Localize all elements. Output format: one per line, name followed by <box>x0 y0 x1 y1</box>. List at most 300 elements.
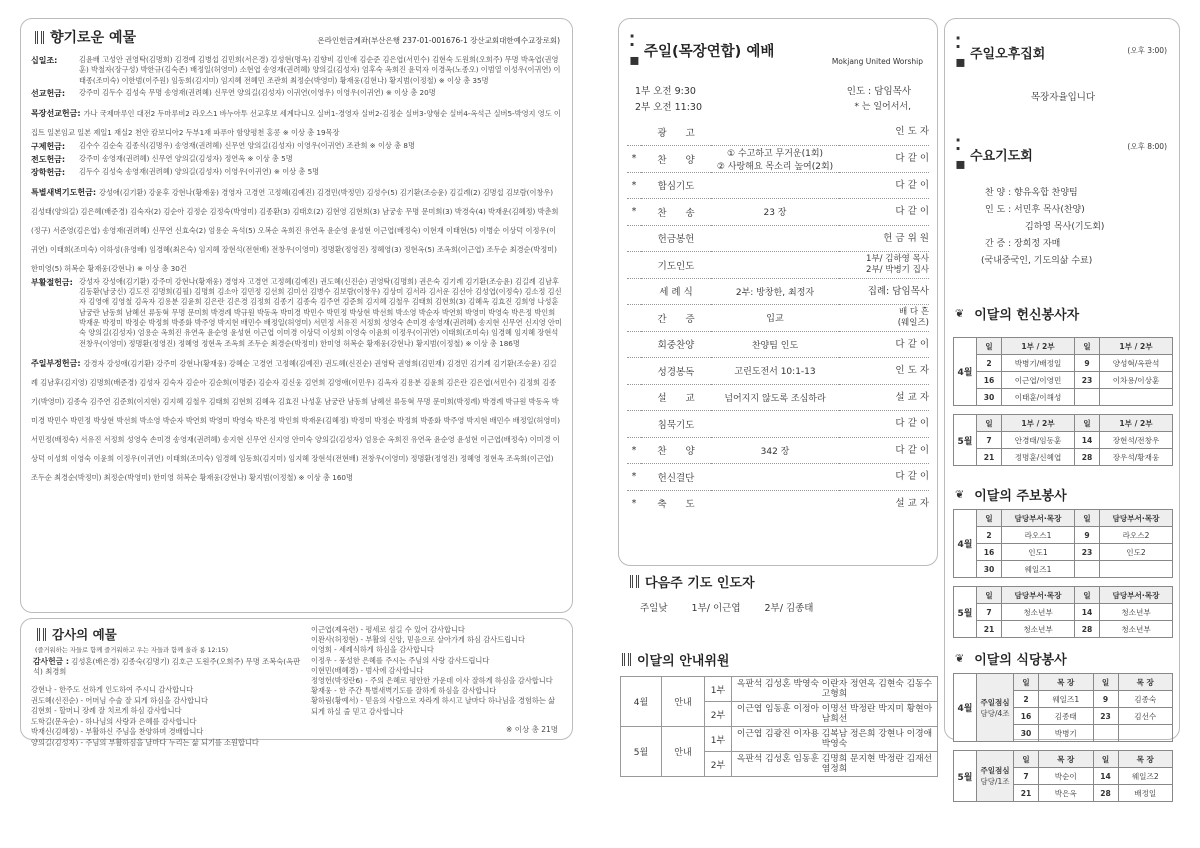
next-prayer-label: 주일낮 <box>640 603 668 614</box>
month-cell: 4월 <box>954 674 977 742</box>
service-header-cell: 일 <box>1075 587 1100 604</box>
service-assignee: 장현석/전창우 <box>1100 432 1173 449</box>
service-assignee: 장우석/황재웅 <box>1100 449 1173 466</box>
spacer-row <box>954 406 1173 415</box>
thanks-verse: (즐거워하는 자들로 함께 즐거워하고 우는 자들과 함께 울라 롬 12:15) <box>35 647 229 654</box>
service-date: 7 <box>977 604 1002 621</box>
offering-label: 주일부정헌금: <box>31 358 81 368</box>
kitchen-label-1: 주일점심 <box>980 766 1010 775</box>
thanks-item: 김현희 - 할머니 장례 잘 치르게 하심 감사합니다 <box>31 706 182 715</box>
service-row <box>954 372 1173 389</box>
order-item: 축 도 <box>657 499 695 511</box>
wednesday-leader-2: 김하영 목사(기도회) <box>1025 222 1105 232</box>
service-header-row <box>954 415 1173 432</box>
wednesday-testimony-note: (국내중국인, 기도의삶 수료) <box>981 256 1093 266</box>
service-row <box>954 621 1173 638</box>
standing-mark: * <box>631 206 637 218</box>
service-header-cell: 담당부서·목장 <box>1100 587 1173 604</box>
order-item: 침묵기도 <box>657 419 695 431</box>
service-header-cell: 일 <box>1014 674 1039 691</box>
next-prayer-section <box>618 572 938 632</box>
service-assignee: 김종태 <box>1039 708 1094 725</box>
order-person: 인 도 자 <box>895 365 929 377</box>
order-item: 설 교 <box>657 393 695 405</box>
order-person: 다 같 이 <box>895 179 929 191</box>
order-person: 다 같 이 <box>895 444 929 456</box>
guide-names: 이근엽 임동훈 이정아 이명선 박정란 박지미 황현아 남희선 <box>732 702 938 727</box>
order-person: 인 도 자 <box>895 126 929 138</box>
worship-panel <box>618 18 938 566</box>
offering-row <box>31 154 562 165</box>
order-person: 다 같 이 <box>895 418 929 430</box>
standing-mark <box>627 358 641 385</box>
service-row <box>954 449 1173 466</box>
thanks-title: 감사의 예물 <box>52 627 117 642</box>
section-marker-icon <box>37 628 46 641</box>
thanks-names: 김성혼(배은경) 김종숙(김명기) 김호근 도원주(오희주) 무명 조복숙(옥판석) 최경희 <box>33 657 301 676</box>
standing-mark: * <box>631 153 637 164</box>
service-date: 30 <box>1014 725 1039 742</box>
offering-label: 십일조: <box>31 56 58 65</box>
order-detail <box>711 411 839 438</box>
order-person: 헌 금 위 원 <box>883 232 929 244</box>
worship-order-row <box>627 199 929 226</box>
service-header-cell: 목 장 <box>1039 751 1094 768</box>
service-assignee: 청소년부 <box>1100 621 1173 638</box>
service-assignee: 라오스2 <box>1100 527 1173 544</box>
worship-order-row <box>627 172 929 199</box>
colon-marker-icon: ⁚▪ <box>629 31 638 69</box>
order-person: 배 다 흔 (웨일즈) <box>897 306 929 328</box>
standing-mark <box>627 252 641 279</box>
service-header-cell: 일 <box>1093 751 1118 768</box>
service-date <box>1075 389 1100 406</box>
next-prayer-title: 다음주 기도 인도자 <box>645 576 755 591</box>
kitchen-title: 이달의 식당봉사 <box>974 653 1067 668</box>
afternoon-text: 목장자율입니다 <box>1030 92 1096 103</box>
wednesday-testimony: 간 증 : 장희정 자매 <box>985 239 1061 249</box>
worship-order-row <box>627 490 929 516</box>
offering-label: 전도헌금: <box>31 154 66 164</box>
order-item: 기도인도 <box>657 260 695 272</box>
service-date: 2 <box>977 527 1002 544</box>
service-date: 14 <box>1075 432 1100 449</box>
service-header-cell: 일 <box>1075 338 1100 355</box>
offering-names: 김윤배 고성안 권영탁(김명희) 김경예 김병섭 김민희(서은경) 김성현(명옥) 김향비 김인애 김순준 김은엽(서민수) 김현숙 도원희(오희주) 무명 박옥엽(권영훈) 박철자(장구성) 박한규(김숙존) 배정일(허영미) 소현엽 송영재(권려혜) 양의길(김성자) 엄후숙 옥희진 윤덕자 이경옥(노종오) 이범열 이성우(이귀연) 이태종(조미숙) 이한범(이주원) 임동희(김지미) 임지혜 전혜민 조관희 최정순(박영미) 황재웅(김현나) 황지범(이정철) ※ 이상 총 35명 <box>79 55 561 85</box>
offering-label: 구제헌금: <box>31 141 66 151</box>
service-date: 23 <box>1075 372 1100 389</box>
volunteer-table <box>953 337 1173 466</box>
thanks-item: 이정우 - 풍성한 은혜를 주시는 주님의 사랑 감사드립니다 <box>311 655 490 665</box>
right-panel <box>944 18 1180 798</box>
service-header-cell: 일 <box>977 338 1002 355</box>
service-row <box>954 544 1173 561</box>
offering-names: 강성애(김기환) 강윤후 강현나(황재웅) 경영자 고경연 고정혜(김예진) 김경민(박정민) 김성수(5) 김기환(조승윤) 김길례(2) 김명섭 김보람(이창우) 김성태(양의길) 김은혜(배준경) 김숙자(2) 김순아 김정순 김정숙(박영미) 김종환(3) 김태호(2) 김현영 김현희(3) 남궁송 무명 문미희(3) 박경숙(4) 박재운(김혜정) 박춘희(정구) 서준영(김은엽) 송영재(권려혜) 신무연 신효숙(2) 엄용순 옥석(5) 오복순 옥희진 유연옥 윤순영 윤성현 이근엽(배정숙) 이현재 이태현(5) 이병순 이상덕 이정우(이귀연) 이태희(조미숙) 이하성(유영배) 임경혜(최은숙) 임지혜 장현석(전현배) 전창우(이영미) 정명환(정영진) 정혜영(3) 정현옥(5) 조옥희(이근엽) 조두순 최경순(박정미) 한미영(5) 허복순 황재웅(강현나) ※ 이상 총 30건 <box>31 187 559 273</box>
order-item: 세 례 식 <box>659 287 693 299</box>
kitchen-label-2: 담당/1조 <box>980 777 1010 786</box>
standing-mark <box>627 411 641 438</box>
offering-names: 강성자 강성애(김기환) 강주미 강현나(황재웅) 경영자 고경연 고정혜(김예진) 권도혜(신진순) 권영탁(김명희) 권은숙 김기례 김기환(조승윤) 김길례 김남후 김동환(남궁신) 김도진 김명희(김필) 김명희 김소아 김민정 김선희 김미선 김병수 김보람(이창우) 김상미 김서라 김서운 김선아 김성엽(이정숙) 김소정 김신자 김영애 김영철 김옥자 김용분 김윤희 김은란 김은경 김정희 김종기 김종숙 김주연 김준희 김지혜 김철우 김태희 김현희(3) 김혜옥 김효진 김희영 나성훈 남궁란 남동희 남혜선 류동혁 무명 문미희 박경례 박규원 박동옥 박미경 박민수 박민정 박상현 박선희 박소영 박순자 박연희 박영미 박영숙 박은정 박인희 박재운 박정미 박정순 박정희 박종화 박주영 박지현 배민수 배정일(허영미) 서민정 서유진 서정희 성영숙 손미경 송영재(권려혜) 송지현 신무연 신지영 안미숙 양의길(김성자) 엄용순 옥희진 유연옥 윤순영 윤성현 이근엽 이미경 이상덕 이성희 이영숙 이윤희 이정우(이귀연) 이태희(조미숙) 임경혜 임지혜 장현석 전창우(이영미) 정명환(정영진) 정혜영 정현옥 조옥희 조두순 최경순(박정미) 한미영 허복순 황재웅(강현나) 황지범(이정철) ※ 이상 총 186명 <box>79 276 562 348</box>
worship-title: 주일(목장연합) 예배 <box>644 43 775 60</box>
service-header-row <box>954 587 1173 604</box>
service-assignee <box>1118 725 1173 742</box>
service-assignee: 박은옥 <box>1039 785 1094 802</box>
offering-label: 부활절헌금: <box>31 277 73 287</box>
thanks-item: 양의길(김성자) - 주님의 부활하심을 날마다 누리는 삶 되기를 소원합니다 <box>31 737 259 747</box>
order-item: 광 고 <box>657 127 695 139</box>
month-cell: 5월 <box>954 751 977 802</box>
offering-row <box>31 351 562 484</box>
service-date: 23 <box>1093 708 1118 725</box>
kitchen-label <box>977 674 1014 742</box>
offerings-title: 향기로운 예물 <box>50 30 137 46</box>
wednesday-title: 수요기도회 <box>970 148 1033 164</box>
order-person: 다 같 이 <box>895 206 929 218</box>
service-date: 30 <box>977 389 1002 406</box>
worship-order-row <box>627 384 929 411</box>
standing-mark <box>627 119 641 145</box>
guide-duty: 안내 <box>662 677 705 727</box>
thanks-item: 도학길(문옥순) - 하나님의 사랑과 은혜를 감사합니다 <box>31 716 197 726</box>
service-header-cell: 목 장 <box>1118 751 1173 768</box>
offering-names: 김수수 김순숙 김종식(김명우) 송영재(권려혜) 신무연 양의길(김성자) 이영우(이귀연) 조관희 ※ 이상 총 8명 <box>79 140 415 150</box>
thanks-list-left <box>31 685 303 748</box>
service-date: 14 <box>1075 604 1100 621</box>
kitchen-label-1: 주일점심 <box>980 697 1010 707</box>
order-detail <box>711 490 839 516</box>
service-assignee: 인도1 <box>1002 544 1075 561</box>
worship-order-row <box>627 358 929 385</box>
leaf-icon: ❦ <box>955 652 965 665</box>
service-header-row <box>954 510 1173 527</box>
offering-row <box>31 277 562 349</box>
service-header-cell: 일 <box>1075 415 1100 432</box>
thanks-item: 정영헌(박정란6) - 주의 은혜로 평안한 가운데 이사 잘하게 하심을 감사합니다 <box>311 676 553 686</box>
afternoon-time: (오후 3:00) <box>1127 46 1167 55</box>
thanks-item: 이현민(배혜경) - 범사에 감사합니다 <box>311 665 424 675</box>
thanks-item: 황하림(황예서) - 믿음의 사람으로 자라게 하시고 날마다 하나님을 경험하는 삶 되게 하실 줄 믿고 감사합니다 <box>311 696 556 716</box>
service-assignee: 안경태/임동훈 <box>1002 432 1075 449</box>
order-detail <box>711 252 839 279</box>
guide-names: 이근엽 김광진 이자용 김복남 정은희 강현나 이경애 박영숙 <box>732 727 938 752</box>
guide-month: 5월 <box>621 727 662 777</box>
spacer-row <box>954 742 1173 751</box>
thanks-item: 강현나 - 한주도 선하게 인도하여 주시니 감사합니다 <box>31 685 194 694</box>
offering-list <box>31 55 562 486</box>
wednesday-leader: 인 도 : 서민후 목사(찬양) <box>985 205 1085 215</box>
offering-row <box>31 167 562 178</box>
month-cell: 5월 <box>954 415 977 466</box>
offerings-panel <box>20 18 573 613</box>
service-assignee: 정명훈/신혜엽 <box>1002 449 1075 466</box>
month-cell: 4월 <box>954 338 977 406</box>
colon-marker-icon: ⁚▪ <box>955 33 964 71</box>
standing-mark: * <box>631 444 637 456</box>
offering-names: 가나 국제마루인 대전2 두마루비2 라오스1 바누아투 선교후보 세계다니오 실버1-경영자 실버2-김정순 실버3-양형순 실버4-옥석근 실버5-박영지 영도 이집트 일본임교 일본 제일1 재실2 천안 캄보디아2 두부1재 파푸아 함양평천 홍콩 ※ 이상 총 19목장 <box>31 108 561 137</box>
order-item: 간 증 <box>657 313 695 325</box>
service-assignee: 박순이 <box>1039 768 1094 785</box>
service-date: 21 <box>977 449 1002 466</box>
service-header-row <box>954 338 1173 355</box>
order-item: 회중찬양 <box>657 340 695 352</box>
guide-month: 4월 <box>621 677 662 727</box>
order-item: 찬 양 <box>657 154 695 166</box>
offering-names: 강주미 송영재(권려혜) 신무연 양의길(김성자) 정연옥 ※ 이상 총 5명 <box>79 153 293 163</box>
service-date: 28 <box>1075 621 1100 638</box>
service-date: 9 <box>1075 527 1100 544</box>
worship-order-row <box>627 464 929 491</box>
order-item: 헌금봉헌 <box>657 234 695 246</box>
worship-order-row <box>627 437 929 464</box>
service-assignee: 양성혁/옥판석 <box>1100 355 1173 372</box>
offering-label: 특별새벽기도헌금: <box>31 187 97 197</box>
order-person: 설 교 자 <box>895 497 929 509</box>
standing-mark <box>627 278 641 305</box>
order-item: 헌신결단 <box>657 472 695 484</box>
service-assignee: 이근엽/이영민 <box>1002 372 1075 389</box>
service-assignee: 웨일즈2 <box>1118 768 1173 785</box>
service-header-cell: 일 <box>1093 674 1118 691</box>
guide-names: 옥판석 김성혼 임동훈 김명희 문지현 박정란 김재선 염정희 <box>732 752 938 777</box>
offering-names: 강경자 강성애(김기환) 강주미 강현나(황재웅) 강혜순 고경연 고정혜(김예진) 권도혜(신진순) 권영탁 권영희(김민재) 김경민 김기례 김기환(조승윤) 김길례 김남후(김지영) 김명희(배준경) 김성자 김숙자 김순아 김순희(이명준) 김순자 김신웅 김연희 김영애(이민우) 김옥자 김용분 김윤희 김은란 김은엽(서민수) 김정희 김종기(박영미) 김종숙 김주연 김준희(이지현) 김지혜 김철우 김태희 김현희 김혜옥 김효진 나성훈 남궁란 남동희 남혜선 류동혁 무명 문미희(박정례) 박경례 박규원 박동옥 박미경 박민수 박민정 박상현 박선희 박소영 박순자 박연희 박영미 박영숙 박은정 박인희 박재운(김혜정) 박정미 박정순 박정희 박종화 박주영 박지현 배민수 배정일(허영미) 서민정(배정숙) 서유진 서정희 성영숙 손미경 송영재(권려혜) 송지현 신무연 신지영 안미숙 양의길(김성자) 엄용순 옥희진 유연옥 윤순영 윤성현 이근엽(배정숙) 이미경 이상덕 이성희 이영숙 이윤희 이정우(이귀연) 이태희(조미숙) 임경혜 임동희(김지미) 임지혜 장현석(전현배) 전창우(이영미) 정명환(정영진) 정혜영 정현옥 조옥희(이근엽) 조두순 최경순(박정미) 최정순(박영미) 한미영 허복순 황재웅(강현나) 황지범(이정철) ※ 이상 총 160명 <box>31 358 561 482</box>
service-header-cell: 1부 / 2부 <box>1002 415 1075 432</box>
service-header-cell: 일 <box>977 415 1002 432</box>
worship-order-table <box>627 119 929 516</box>
service-row <box>954 561 1173 578</box>
order-detail: 입교 <box>766 314 784 325</box>
service-assignee <box>1100 389 1173 406</box>
standing-mark: * <box>631 497 637 509</box>
service-assignee: 청소년부 <box>1002 604 1075 621</box>
guide-part: 1부 <box>705 677 732 702</box>
worship-order-row <box>627 305 929 332</box>
order-detail: ① 수고하고 무거운(1회) ② 사랑해요 목소리 높여(2회) <box>716 148 834 172</box>
service-date <box>1075 561 1100 578</box>
service-date: 21 <box>977 621 1002 638</box>
service-date: 2 <box>1014 691 1039 708</box>
service-date: 9 <box>1075 355 1100 372</box>
service-header-cell: 목 장 <box>1039 674 1094 691</box>
order-item: 합심기도 <box>657 181 695 193</box>
service-assignee: 웨일즈1 <box>1039 691 1094 708</box>
account-info: 온라인헌금계좌(부산은행 237-01-001676-1 장산교회대한예수교장로회) <box>317 36 560 45</box>
service-assignee: 인도2 <box>1100 544 1173 561</box>
service-header-cell: 1부 / 2부 <box>1100 415 1173 432</box>
service-assignee: 이차용/이상훈 <box>1100 372 1173 389</box>
order-detail: 넘어지지 않도록 조심하라 <box>724 393 826 404</box>
worship-order-row <box>627 145 929 172</box>
standing-mark: * <box>631 179 637 191</box>
spacer-cell <box>954 578 1173 587</box>
standing-mark <box>627 331 641 358</box>
leaf-icon: ❦ <box>955 488 965 501</box>
standing-mark <box>627 384 641 411</box>
service-header-cell: 1부 / 2부 <box>1002 338 1075 355</box>
order-detail <box>711 119 839 145</box>
kitchen-label <box>977 751 1014 802</box>
thanks-label: 감사헌금 : <box>33 657 69 666</box>
service-assignee: 박병기/배정일 <box>1002 355 1075 372</box>
service-date: 7 <box>977 432 1002 449</box>
service-header-cell: 일 <box>1014 751 1039 768</box>
month-cell: 4월 <box>954 510 977 578</box>
thanks-total: ※ 이상 총 21명 <box>506 725 558 734</box>
offering-label: 목장선교헌금: <box>31 108 81 118</box>
order-detail <box>711 172 839 199</box>
service-assignee: 청소년부 <box>1100 604 1173 621</box>
standing-mark <box>627 305 641 332</box>
service-date: 14 <box>1093 768 1118 785</box>
order-item: 찬 양 <box>657 446 695 458</box>
bulletin-table <box>953 509 1173 638</box>
offering-row <box>31 88 562 99</box>
offering-row <box>31 180 562 275</box>
guide-part: 1부 <box>705 727 732 752</box>
order-person: 다 같 이 <box>895 338 929 350</box>
colon-marker-icon: ⁚▪ <box>955 135 964 173</box>
service-assignee: 김선수 <box>1118 708 1173 725</box>
worship-order-row <box>627 331 929 358</box>
offering-names: 강주미 김두수 김성숙 무명 송영재(권려혜) 신무연 양의길(김성자) 이귀연(이영우) 이영우(이귀연) ※ 이상 총 20명 <box>79 87 436 97</box>
service-row <box>954 604 1173 621</box>
service-time-1: 1부 오전 9:30 <box>635 86 696 97</box>
service-row <box>954 355 1173 372</box>
service-date: 16 <box>1014 708 1039 725</box>
month-cell: 5월 <box>954 587 977 638</box>
service-date: 23 <box>1075 544 1100 561</box>
thanks-item: 이근엽(제옥련) - 평세로 섬길 수 있어 감사합니다 <box>311 625 465 634</box>
section-marker-icon <box>630 575 639 588</box>
order-person: 집례: 담임목사 <box>867 285 929 297</box>
section-marker-icon <box>35 31 44 44</box>
thanks-panel <box>20 618 573 747</box>
service-header-cell: 담당부서·목장 <box>1002 510 1075 527</box>
order-detail: 23 장 <box>763 208 787 219</box>
kitchen-label-2: 담당/4조 <box>980 708 1010 718</box>
thanks-item: 이영희 - 세례식하게 하심을 감사합니다 <box>311 645 434 655</box>
afternoon-title: 주일오후집회 <box>970 46 1046 62</box>
order-person: 1부/ 김하영 목사 2부/ 박병기 집사 <box>866 253 929 275</box>
offering-row <box>31 101 562 139</box>
spacer-cell <box>954 406 1173 415</box>
service-time-2: 2부 오전 11:30 <box>635 102 702 113</box>
wednesday-time: (오후 8:00) <box>1127 142 1167 151</box>
offering-row <box>31 55 562 86</box>
service-header-cell: 1부 / 2부 <box>1100 338 1173 355</box>
standing-note: * 는 일어서서, <box>854 102 911 112</box>
order-person: 다 같 이 <box>895 471 929 483</box>
spacer-row <box>954 578 1173 587</box>
service-assignee: 청소년부 <box>1002 621 1075 638</box>
service-assignee: 박병기 <box>1039 725 1094 742</box>
section-marker-icon <box>622 653 631 666</box>
order-detail <box>711 464 839 491</box>
service-assignee: 김종숙 <box>1118 691 1173 708</box>
wednesday-praise: 찬 양 : 향유옥합 찬양팀 <box>985 188 1078 198</box>
order-detail: 찬양팀 인도 <box>751 340 799 351</box>
thanks-item: 권도혜(신진순) - 어머님 수술 잘 되게 하심을 감사합니다 <box>31 695 208 705</box>
order-person: 다 같 이 <box>895 153 929 164</box>
service-assignee: 이태훈/이해성 <box>1002 389 1075 406</box>
offering-label: 선교헌금: <box>31 88 66 98</box>
service-date: 16 <box>977 544 1002 561</box>
service-date: 28 <box>1093 785 1118 802</box>
service-header-cell: 담당부서·목장 <box>1100 510 1173 527</box>
guide-title: 이달의 안내위원 <box>637 654 730 669</box>
service-date <box>1093 725 1118 742</box>
guide-part: 2부 <box>705 752 732 777</box>
offering-row <box>31 141 562 152</box>
standing-mark: * <box>631 471 637 483</box>
service-date: 9 <box>1093 691 1118 708</box>
service-header-cell: 일 <box>977 587 1002 604</box>
service-date: 16 <box>977 372 1002 389</box>
order-detail <box>711 225 839 252</box>
service-header-cell: 담당부서·목장 <box>1002 587 1075 604</box>
service-header-cell: 일 <box>1075 510 1100 527</box>
volunteer-title: 이달의 헌신봉사자 <box>974 308 1080 323</box>
guide-names: 옥판석 김성혼 박영숙 이란자 정연옥 김현숙 김동수 고형희 <box>732 677 938 702</box>
thanks-item: 황재웅 - 한 주간 특별새벽기도를 잘하게 하심을 감사합니다 <box>311 686 497 696</box>
service-assignee: 라오스1 <box>1002 527 1075 544</box>
service-date: 7 <box>1014 768 1039 785</box>
guide-duty: 안내 <box>662 727 705 777</box>
worship-subtitle: Mokjang United Worship <box>831 57 923 66</box>
service-date: 2 <box>977 355 1002 372</box>
worship-order-row <box>627 278 929 305</box>
service-assignee: 웨일즈1 <box>1002 561 1075 578</box>
worship-order-row <box>627 411 929 438</box>
guide-row <box>621 727 938 752</box>
service-header-row <box>954 674 1173 691</box>
service-header-cell: 목 장 <box>1118 674 1173 691</box>
service-row <box>954 527 1173 544</box>
worship-order-row <box>627 119 929 145</box>
service-row <box>954 432 1173 449</box>
next-prayer-first: 1부/ 이근엽 <box>691 603 741 614</box>
thanks-item: 박재신(김혜정) - 부활하신 주님을 찬양하며 경배합니다 <box>31 727 204 736</box>
service-header-row <box>954 751 1173 768</box>
service-date: 21 <box>1014 785 1039 802</box>
guide-row <box>621 677 938 702</box>
service-row <box>954 389 1173 406</box>
bulletin-title: 이달의 주보봉사 <box>974 489 1067 504</box>
leaf-icon: ❦ <box>955 307 965 320</box>
order-detail: 고린도전서 10:1-13 <box>734 367 816 378</box>
guide-part: 2부 <box>705 702 732 727</box>
worship-order-row <box>627 225 929 252</box>
service-assignee <box>1100 561 1173 578</box>
next-prayer-second: 2부/ 김종태 <box>764 603 814 614</box>
order-item: 찬 송 <box>657 207 695 219</box>
thanks-item: 이완사(허정현) - 부활의 신앙, 믿음으로 살아가게 하심 감사드립니다 <box>311 635 525 645</box>
service-header-cell: 일 <box>977 510 1002 527</box>
kitchen-table <box>953 673 1173 802</box>
order-detail: 342 장 <box>760 446 790 457</box>
order-detail: 2부: 방창한, 최정자 <box>735 287 815 298</box>
offering-label: 장학헌금: <box>31 167 66 177</box>
order-item: 성경봉독 <box>657 366 695 378</box>
service-date: 28 <box>1075 449 1100 466</box>
thanks-list-right <box>311 625 561 717</box>
worship-leader: 인도 : 담임목사 <box>846 86 911 97</box>
standing-mark <box>627 225 641 252</box>
service-assignee: 배정일 <box>1118 785 1173 802</box>
offering-names: 김두수 김성숙 송영재(권려혜) 양의길(김성자) 이영우(이귀연) ※ 이상 총 5명 <box>79 166 320 176</box>
spacer-cell <box>954 742 1173 751</box>
worship-order-row <box>627 252 929 279</box>
guide-table <box>620 676 938 777</box>
